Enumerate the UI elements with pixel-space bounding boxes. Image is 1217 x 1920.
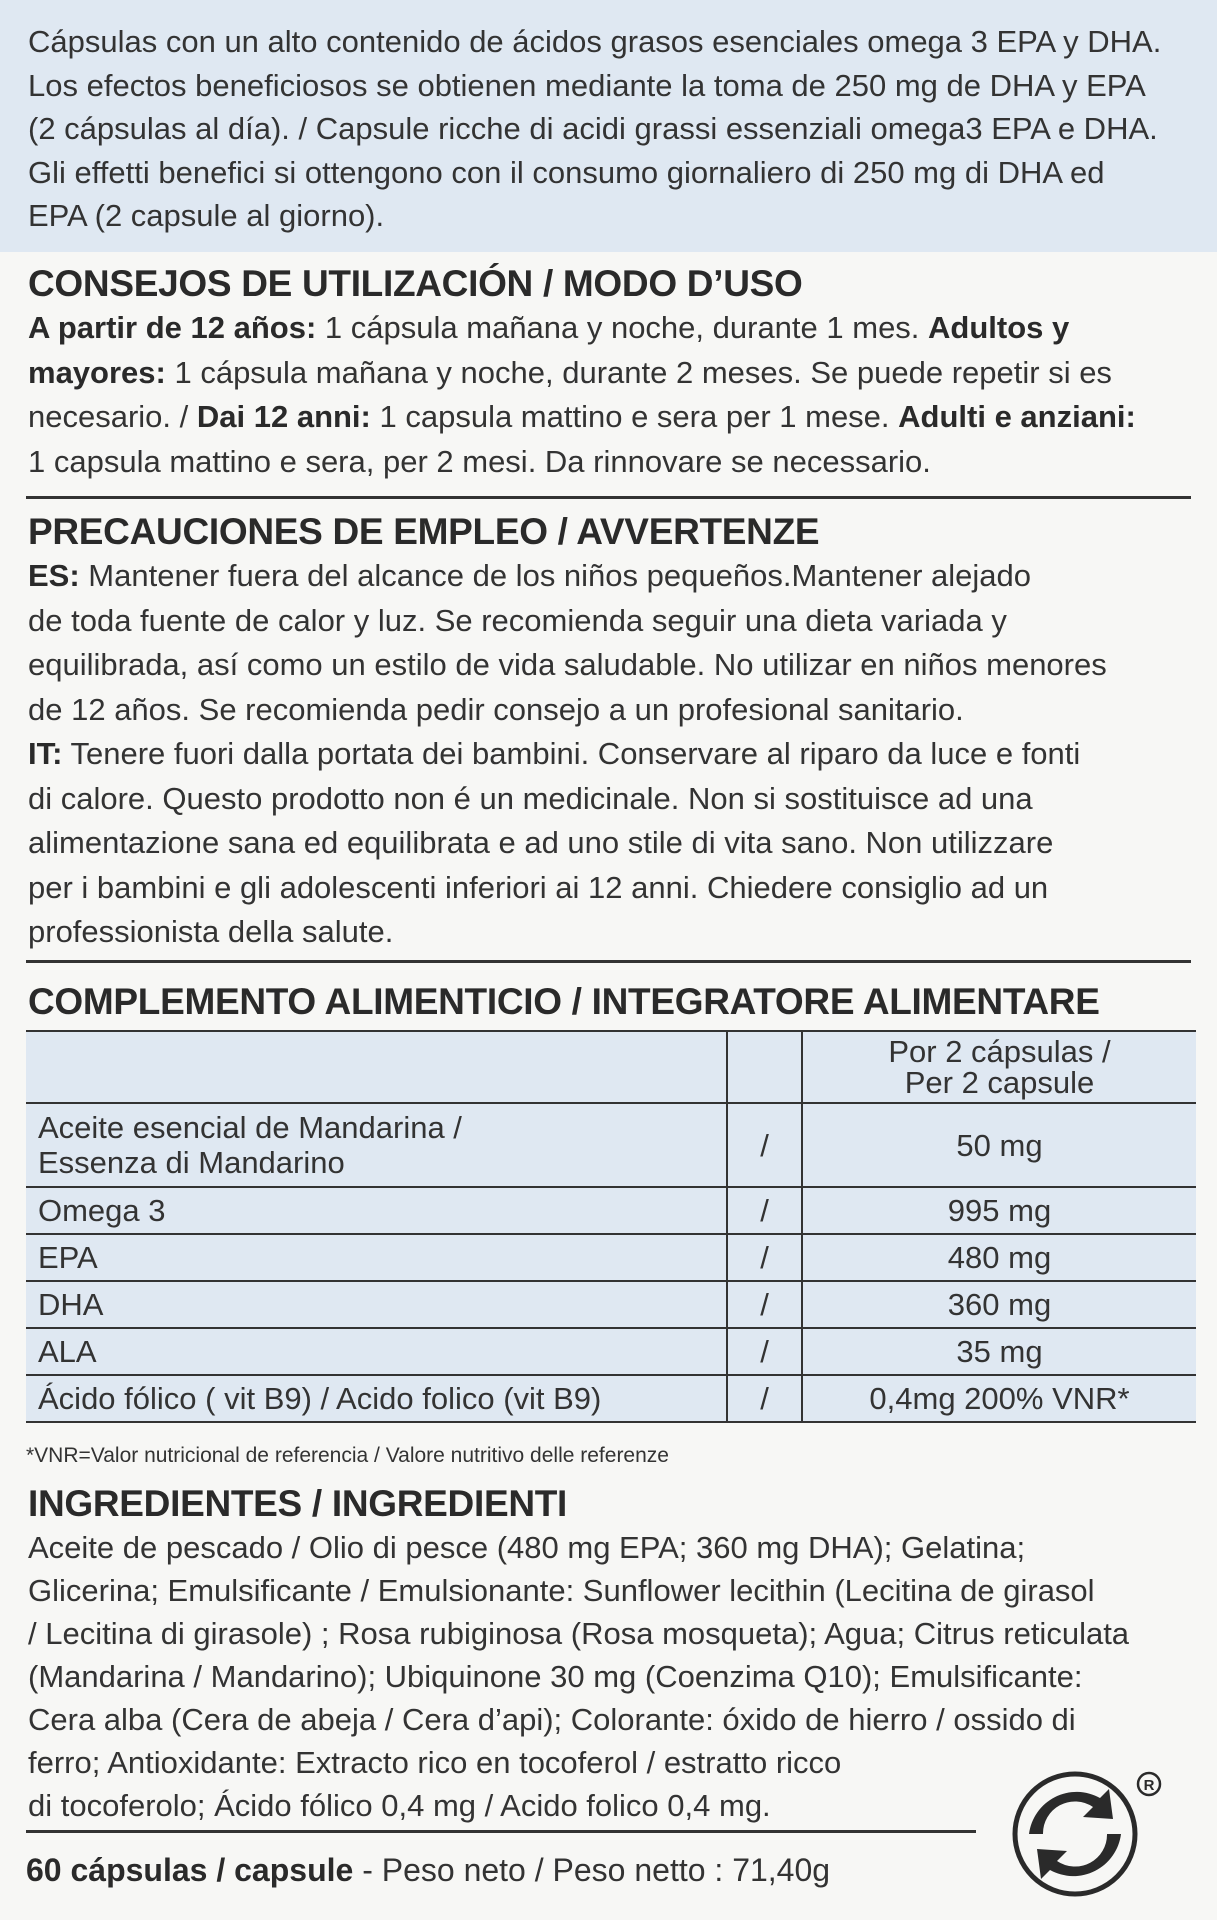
nutrient-name-line: Aceite esencial de Mandarina / xyxy=(38,1110,462,1145)
usage-adults-label: Adultos y xyxy=(928,310,1070,345)
nutrient-separator: / xyxy=(727,1103,802,1187)
table-header-per-serving xyxy=(802,1031,1196,1103)
table-row xyxy=(26,1328,1196,1375)
intro-line: Gli effetti benefici si ottengono con il consumo giornaliero di 250 mg di DHA ed xyxy=(28,154,1105,190)
supplement-heading: COMPLEMENTO ALIMENTICIO / INTEGRATORE ALIMENTARE xyxy=(28,981,1100,1022)
divider xyxy=(26,1830,976,1833)
nutrient-name-line: Essenza di Mandarino xyxy=(38,1145,345,1180)
it-label: IT: xyxy=(28,736,63,771)
table-row xyxy=(26,1234,1196,1281)
nutrition-table xyxy=(26,1030,1196,1423)
ingredient-line: ferro; Antioxidante: Extracto rico en tocoferol / estratto ricco xyxy=(28,1745,842,1780)
ingredient-line: (Mandarina / Mandarino); Ubiquinone 30 mg (Coenzima Q10); Emulsificante: xyxy=(28,1659,1083,1694)
green-dot-recycling-icon xyxy=(1003,1760,1168,1900)
divider xyxy=(26,960,1191,963)
svg-text:R: R xyxy=(1143,1777,1155,1794)
usage-line: 1 cápsula mañana y noche, durante 1 mes. xyxy=(316,310,929,345)
ingredient-line: di tocoferolo; Ácido fólico 0,4 mg / Acido folico 0,4 mg. xyxy=(28,1788,771,1823)
nutrient-name xyxy=(26,1103,727,1187)
precaution-line: de toda fuente de calor y luz. Se recomienda seguir una dieta variada y xyxy=(28,602,1007,638)
usage-section xyxy=(28,262,1190,484)
ingredient-line: Cera alba (Cera de abeja / Cera d’api); Colorante: óxido de hierro / ossido di xyxy=(28,1702,1076,1737)
nutrient-separator: / xyxy=(727,1375,802,1422)
nutrient-name: DHA xyxy=(26,1281,727,1328)
ingredient-line: / Lecitina di girasole) ; Rosa rubiginosa (Rosa mosqueta); Agua; Citrus reticulata xyxy=(28,1616,1130,1651)
intro-line: Cápsulas con un alto contenido de ácidos grasos esenciales omega 3 EPA y DHA. xyxy=(28,24,1162,59)
nutrient-value: 360 mg xyxy=(802,1281,1196,1328)
table-row xyxy=(26,1187,1196,1234)
precaution-line: equilibrada, así como un estilo de vida saludable. No utilizar en niños menores xyxy=(28,647,1107,682)
nutrient-value: 0,4mg 200% VNR* xyxy=(802,1375,1196,1422)
usage-text xyxy=(28,306,1190,484)
usage-it-adults-label: Adulti e anziani: xyxy=(898,399,1136,434)
table-row xyxy=(26,1103,1196,1187)
usage-seniors-label: mayores: xyxy=(28,354,166,390)
ingredient-line: Glicerina; Emulsificante / Emulsionante: Sunflower lecithin (Lecitina de girasol xyxy=(28,1573,1095,1608)
precaution-line: Tenere fuori dalla portata dei bambini. Conservare al riparo da luce e fonti xyxy=(62,736,1081,771)
nutrient-name: EPA xyxy=(26,1234,727,1281)
nutrient-value: 480 mg xyxy=(802,1234,1196,1281)
nutrient-value: 50 mg xyxy=(802,1103,1196,1187)
nutrient-separator: / xyxy=(727,1281,802,1328)
precaution-line: per i bambini e gli adolescenti inferiori ai 12 anni. Chiedere consiglio ad un xyxy=(28,869,1049,905)
vnr-footnote: *VNR=Valor nutricional de referencia / Valore nutritivo delle referenze xyxy=(26,1444,669,1467)
nutrient-separator: / xyxy=(727,1234,802,1281)
nutrient-separator: / xyxy=(727,1187,802,1234)
usage-it-age-label: Dai 12 anni: xyxy=(196,399,371,434)
intro-band xyxy=(0,0,1217,252)
intro-line: (2 cápsulas al día). / Capsule ricche di acidi grassi essenziali omega3 EPA e DHA. xyxy=(28,111,1158,146)
usage-line: 1 capsula mattino e sera per 1 mese. xyxy=(370,399,899,434)
nutrient-separator: / xyxy=(727,1328,802,1375)
table-row xyxy=(26,1375,1196,1422)
divider xyxy=(26,496,1191,499)
intro-line: EPA (2 capsule al giorno). xyxy=(28,198,385,233)
nutrient-name: Omega 3 xyxy=(26,1187,727,1234)
nutrient-name: ALA xyxy=(26,1328,727,1375)
table-header-cell xyxy=(26,1031,727,1103)
ingredients-heading: INGREDIENTES / INGREDIENTI xyxy=(28,1483,568,1524)
precautions-section xyxy=(28,510,1190,955)
per-serving-es: Por 2 cápsulas / xyxy=(888,1034,1111,1069)
capsule-count: 60 cápsulas / capsule xyxy=(26,1852,354,1888)
precaution-line: di calore. Questo prodotto non é un medicinale. Non si sostituisce ad una xyxy=(28,780,1033,816)
usage-line: 1 cápsula mañana y noche, durante 2 meses. Se puede repetir si es xyxy=(165,354,1112,390)
table-header-cell xyxy=(727,1031,802,1103)
ingredient-line: Aceite de pescado / Olio di pesce (480 mg EPA; 360 mg DHA); Gelatina; xyxy=(28,1530,1026,1565)
precaution-line: de 12 años. Se recomienda pedir consejo a un profesional sanitario. xyxy=(28,691,964,727)
precaution-line: Mantener fuera del alcance de los niños pequeños.Mantener alejado xyxy=(79,558,1031,593)
nutrient-value: 35 mg xyxy=(802,1328,1196,1375)
usage-line: 1 capsula mattino e sera, per 2 mesi. Da rinnovare se necessario. xyxy=(28,443,931,479)
table-header-row xyxy=(26,1031,1196,1103)
precaution-line: professionista della salute. xyxy=(28,914,394,949)
per-serving-it: Per 2 capsule xyxy=(904,1065,1095,1100)
precautions-heading: PRECAUCIONES DE EMPLEO / AVVERTENZE xyxy=(28,511,820,552)
net-weight: - Peso neto / Peso netto : 71,40g xyxy=(353,1852,831,1888)
usage-age-label: A partir de 12 años: xyxy=(28,310,317,345)
table-row xyxy=(26,1281,1196,1328)
precaution-line: alimentazione sana ed equilibrata e ad uno stile di vita sano. Non utilizzare xyxy=(28,825,1054,860)
net-weight-footer xyxy=(26,1852,830,1889)
supplement-section xyxy=(28,980,1190,1024)
es-label: ES: xyxy=(28,558,80,593)
nutrient-name: Ácido fólico ( vit B9) / Acido folico (vit B9) xyxy=(26,1375,727,1422)
usage-heading: CONSEJOS DE UTILIZACIÓN / MODO D’USO xyxy=(28,263,803,304)
nutrient-value: 995 mg xyxy=(802,1187,1196,1234)
precautions-text xyxy=(28,554,1190,955)
intro-line: Los efectos beneficiosos se obtienen mediante la toma de 250 mg de DHA y EPA xyxy=(28,67,1146,103)
usage-line: necesario. / xyxy=(28,399,197,434)
